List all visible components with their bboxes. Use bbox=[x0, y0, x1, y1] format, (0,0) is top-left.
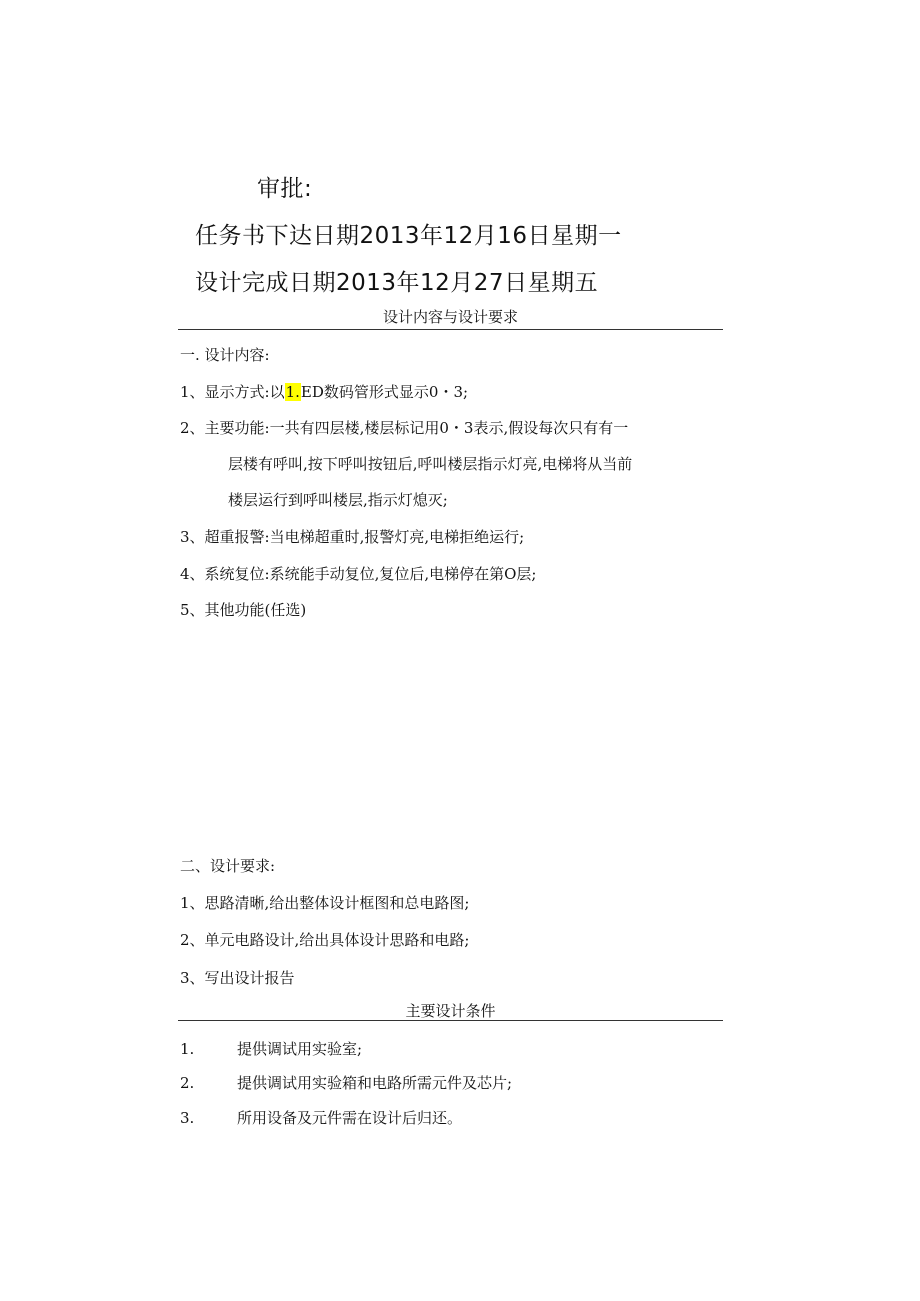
condition-item bbox=[180, 1073, 512, 1093]
condition-text: 提供调试用实验室; bbox=[237, 1040, 363, 1058]
condition-item bbox=[180, 1108, 462, 1128]
section-title-conditions: 主要设计条件 bbox=[405, 1002, 496, 1020]
requirement-item-1: 1、思路清晰,给出整体设计框图和总电路图; bbox=[180, 894, 470, 912]
condition-text: 提供调试用实验箱和电路所需元件及芯片; bbox=[237, 1074, 513, 1092]
condition-number: 2. bbox=[180, 1074, 195, 1092]
content-item-2-line-2: 层楼有呼叫,按下呼叫按钮后,呼叫楼层指示灯亮,电梯将从当前 bbox=[228, 455, 633, 473]
condition-item bbox=[180, 1039, 362, 1059]
issue-date-line: 任务书下达日期2013年12月16日星期一 bbox=[195, 223, 622, 249]
content-item-1-suffix: ED数码管形式显示0・3; bbox=[300, 383, 469, 401]
highlighted-text: 1. bbox=[285, 383, 300, 401]
content-item-1-prefix: 1、显示方式:以 bbox=[180, 383, 285, 401]
condition-number: 1. bbox=[180, 1040, 195, 1058]
content-item-1 bbox=[180, 382, 468, 402]
condition-number: 3. bbox=[180, 1109, 195, 1127]
approval-label: 审批: bbox=[257, 176, 313, 202]
finish-date-line: 设计完成日期2013年12月27日星期五 bbox=[195, 270, 599, 296]
requirement-item-3: 3、写出设计报告 bbox=[180, 969, 295, 987]
part1-heading: 一. 设计内容: bbox=[180, 346, 270, 364]
content-item-5: 5、其他功能(任选) bbox=[180, 601, 307, 619]
content-item-2-line-1: 2、主要功能:一共有四层楼,楼层标记用0・3表示,假设每次只有有一 bbox=[180, 419, 629, 437]
content-item-2-line-3: 楼层运行到呼叫楼层,指示灯熄灭; bbox=[228, 491, 448, 509]
section-rule bbox=[178, 329, 723, 330]
part2-heading: 二、设计要求: bbox=[180, 857, 276, 875]
content-item-4: 4、系统复位:系统能手动复位,复位后,电梯停在第O层; bbox=[180, 565, 537, 583]
section-title-content: 设计内容与设计要求 bbox=[382, 308, 518, 326]
condition-text: 所用设备及元件需在设计后归还。 bbox=[237, 1109, 463, 1127]
section-rule bbox=[178, 1020, 723, 1021]
content-item-3: 3、超重报警:当电梯超重时,报警灯亮,电梯拒绝运行; bbox=[180, 528, 525, 546]
requirement-item-2: 2、单元电路设计,给出具体设计思路和电路; bbox=[180, 931, 470, 949]
